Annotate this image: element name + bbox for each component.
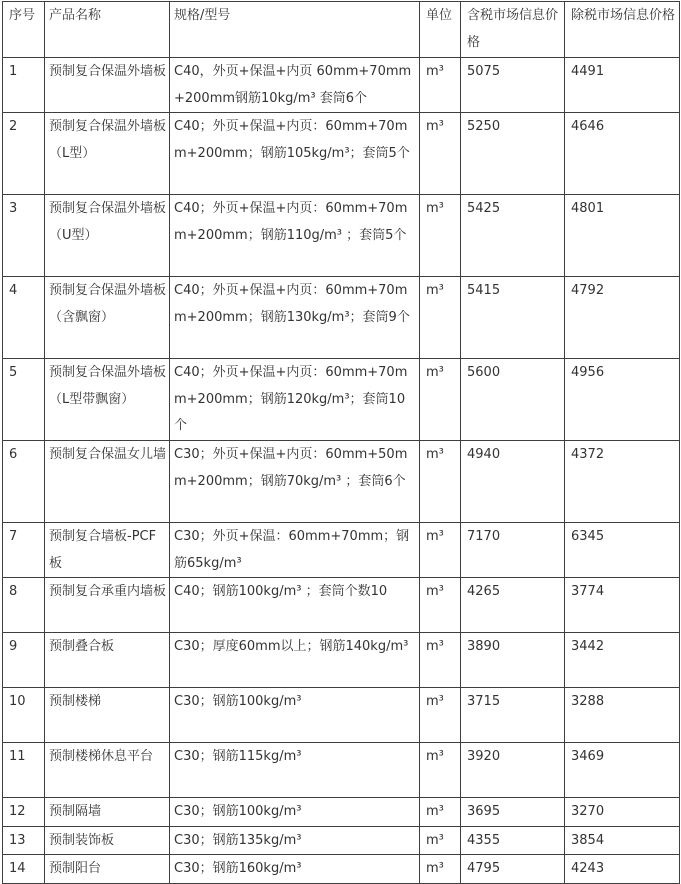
cell-spec: C30；钢筋135kg/m³ — [170, 826, 420, 855]
cell-no: 12 — [3, 798, 45, 827]
cell-spec: C30；钢筋100kg/m³ — [170, 798, 420, 827]
cell-unit: m³ — [420, 633, 461, 688]
header-spec: 规格/型号 — [170, 2, 420, 58]
cell-no: 4 — [3, 277, 45, 359]
cell-name: 预制楼梯 — [45, 688, 170, 743]
cell-notax-price: 3774 — [565, 578, 680, 633]
cell-spec: C30；厚度60mm以上；钢筋140kg/m³ — [170, 633, 420, 688]
cell-spec: C40；外页+保温+内页：60mm+70mm+200mm；钢筋130kg/m³；套筒9个 — [170, 277, 420, 359]
cell-no: 1 — [3, 58, 45, 113]
cell-tax-price: 5415 — [461, 277, 565, 359]
cell-unit: m³ — [420, 798, 461, 827]
cell-tax-price: 5600 — [461, 359, 565, 441]
cell-name: 预制复合保温外墙板（U型） — [45, 195, 170, 277]
cell-no: 8 — [3, 578, 45, 633]
cell-notax-price: 4801 — [565, 195, 680, 277]
cell-unit: m³ — [420, 58, 461, 113]
table-row — [3, 743, 680, 798]
price-table — [2, 1, 680, 884]
table-row — [3, 798, 680, 827]
cell-no: 6 — [3, 441, 45, 523]
cell-tax-price: 5425 — [461, 195, 565, 277]
cell-unit: m³ — [420, 195, 461, 277]
cell-spec: C40；钢筋100kg/m³ ；套筒个数10 — [170, 578, 420, 633]
cell-no: 14 — [3, 855, 45, 884]
cell-tax-price: 3695 — [461, 798, 565, 827]
cell-notax-price: 3288 — [565, 688, 680, 743]
cell-spec: C30；外页+保温：60mm+70mm；钢筋65kg/m³ — [170, 523, 420, 578]
header-tax-price: 含税市场信息价格 — [461, 2, 565, 58]
cell-notax-price: 4792 — [565, 277, 680, 359]
table-row — [3, 277, 680, 359]
cell-spec: C40；外页+保温+内页：60mm+70mm+200mm；钢筋120kg/m³；套筒10个 — [170, 359, 420, 441]
cell-tax-price: 4795 — [461, 855, 565, 884]
cell-unit: m³ — [420, 578, 461, 633]
cell-spec: C40；外页+保温+内页：60mm+70mm+200mm；钢筋110g/m³ ；套筒5个 — [170, 195, 420, 277]
cell-unit: m³ — [420, 855, 461, 884]
cell-unit: m³ — [420, 277, 461, 359]
cell-unit: m³ — [420, 688, 461, 743]
table-row — [3, 359, 680, 441]
cell-unit: m³ — [420, 523, 461, 578]
cell-tax-price: 4355 — [461, 826, 565, 855]
cell-spec: C40，外页+保温+内页 60mm+70mm+200mm钢筋10kg/m³ 套筒6个 — [170, 58, 420, 113]
header-unit: 单位 — [420, 2, 461, 58]
table-row — [3, 688, 680, 743]
cell-notax-price: 4956 — [565, 359, 680, 441]
cell-tax-price: 4265 — [461, 578, 565, 633]
cell-name: 预制复合墙板-PCF板 — [45, 523, 170, 578]
cell-notax-price: 4243 — [565, 855, 680, 884]
header-notax-price: 除税市场信息价格 — [565, 2, 680, 58]
cell-spec: C40；外页+保温+内页：60mm+70mm+200mm；钢筋105kg/m³；套筒5个 — [170, 113, 420, 195]
cell-notax-price: 3442 — [565, 633, 680, 688]
cell-tax-price: 4940 — [461, 441, 565, 523]
cell-tax-price: 5075 — [461, 58, 565, 113]
cell-unit: m³ — [420, 113, 461, 195]
cell-notax-price: 4646 — [565, 113, 680, 195]
cell-spec: C30；钢筋160kg/m³ — [170, 855, 420, 884]
cell-name: 预制复合保温外墙板（L型带飘窗） — [45, 359, 170, 441]
cell-no: 2 — [3, 113, 45, 195]
cell-unit: m³ — [420, 359, 461, 441]
cell-no: 11 — [3, 743, 45, 798]
cell-name: 预制复合保温外墙板 — [45, 58, 170, 113]
cell-unit: m³ — [420, 441, 461, 523]
table-row — [3, 58, 680, 113]
cell-no: 10 — [3, 688, 45, 743]
cell-tax-price: 7170 — [461, 523, 565, 578]
header-no: 序号 — [3, 2, 45, 58]
table-row — [3, 441, 680, 523]
cell-name: 预制装饰板 — [45, 826, 170, 855]
table-row — [3, 195, 680, 277]
cell-spec: C30；钢筋115kg/m³ — [170, 743, 420, 798]
table-row — [3, 113, 680, 195]
cell-name: 预制隔墙 — [45, 798, 170, 827]
cell-name: 预制复合保温女儿墙 — [45, 441, 170, 523]
cell-no: 9 — [3, 633, 45, 688]
cell-unit: m³ — [420, 826, 461, 855]
cell-no: 7 — [3, 523, 45, 578]
header-name: 产品名称 — [45, 2, 170, 58]
cell-unit: m³ — [420, 743, 461, 798]
cell-notax-price: 3270 — [565, 798, 680, 827]
cell-tax-price: 3920 — [461, 743, 565, 798]
table-row — [3, 578, 680, 633]
cell-no: 3 — [3, 195, 45, 277]
cell-tax-price: 5250 — [461, 113, 565, 195]
cell-spec: C30；外页+保温+内页：60mm+50mm+200mm；钢筋70kg/m³ ；套筒6个 — [170, 441, 420, 523]
cell-no: 13 — [3, 826, 45, 855]
cell-name: 预制楼梯休息平台 — [45, 743, 170, 798]
cell-notax-price: 3469 — [565, 743, 680, 798]
cell-tax-price: 3715 — [461, 688, 565, 743]
cell-notax-price: 3854 — [565, 826, 680, 855]
table-row — [3, 633, 680, 688]
table-row — [3, 523, 680, 578]
cell-name: 预制复合保温外墙板（含飘窗） — [45, 277, 170, 359]
cell-name: 预制复合承重内墙板 — [45, 578, 170, 633]
cell-spec: C30；钢筋100kg/m³ — [170, 688, 420, 743]
cell-no: 5 — [3, 359, 45, 441]
cell-notax-price: 6345 — [565, 523, 680, 578]
cell-notax-price: 4491 — [565, 58, 680, 113]
header-row — [3, 2, 680, 58]
cell-name: 预制叠合板 — [45, 633, 170, 688]
cell-notax-price: 4372 — [565, 441, 680, 523]
cell-name: 预制复合保温外墙板（L型） — [45, 113, 170, 195]
table-row — [3, 826, 680, 855]
cell-tax-price: 3890 — [461, 633, 565, 688]
cell-name: 预制阳台 — [45, 855, 170, 884]
